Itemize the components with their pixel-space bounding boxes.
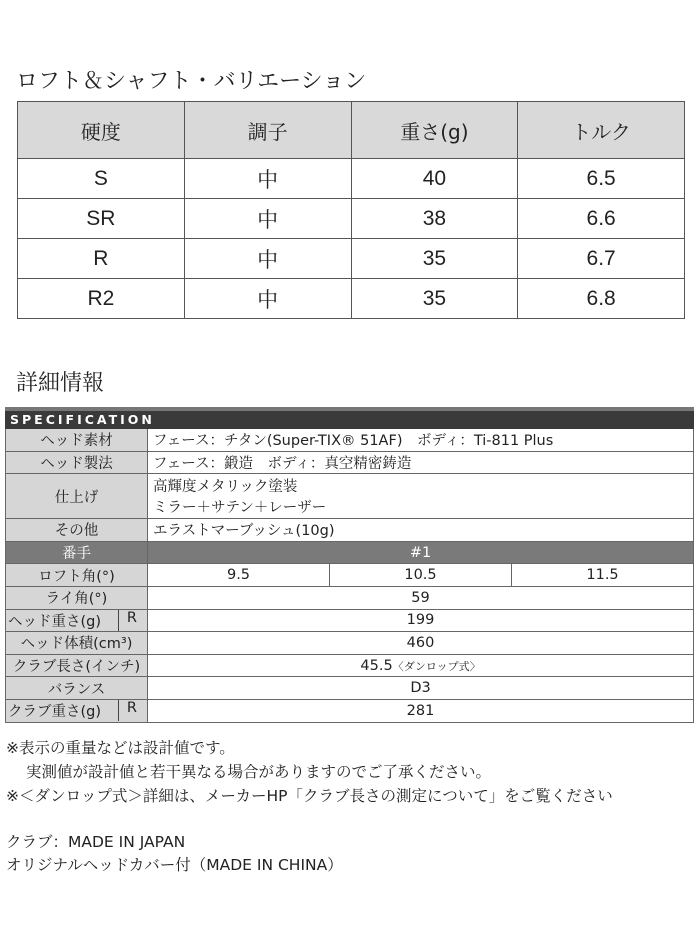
- table-row: [6, 429, 694, 452]
- head-weight-label: ヘッド重さ(g): [8, 613, 102, 630]
- flex-cell: R: [18, 239, 185, 279]
- head-material-label: ヘッド素材: [6, 429, 148, 452]
- finish-label: 仕上げ: [6, 474, 148, 519]
- weight-cell: 40: [351, 159, 518, 199]
- made-cover: オリジナルヘッドカバー付（MADE IN CHINA）: [6, 856, 343, 874]
- header-flex: 硬度: [18, 102, 185, 159]
- club-weight-label: クラブ重さ(g): [8, 704, 102, 721]
- club-length-note: 〈ダンロップ式〉: [392, 659, 481, 673]
- torque-cell: 6.5: [518, 159, 685, 199]
- shaft-variation-table: [17, 101, 685, 319]
- table-row: [6, 564, 694, 587]
- balance-label: バランス: [6, 677, 148, 700]
- origin-info: [6, 831, 343, 877]
- table-row: [18, 239, 685, 279]
- club-length-value-cell: [148, 654, 694, 677]
- torque-cell: 6.8: [518, 279, 685, 319]
- head-process-label: ヘッド製法: [6, 451, 148, 474]
- head-material-value: フェース：チタン(Super-TIX® 51AF) ボディ：Ti-811 Plus: [148, 429, 694, 452]
- loft-value-3: 11.5: [512, 564, 694, 587]
- shaft-section-title: ロフト＆シャフト・バリエーション: [16, 69, 367, 94]
- table-row: [6, 677, 694, 700]
- head-weight-value: 199: [148, 609, 694, 632]
- balance-value: D3: [148, 677, 694, 700]
- note-line-1: ※表示の重量などは設計値です。: [6, 739, 235, 757]
- table-row: [6, 654, 694, 677]
- table-row: [6, 699, 694, 722]
- made-club: クラブ：MADE IN JAPAN: [6, 833, 186, 851]
- club-length-value: 45.5: [360, 657, 393, 674]
- notes: [6, 736, 613, 808]
- other-label: その他: [6, 519, 148, 542]
- other-value: エラストマーブッシュ(10g): [148, 519, 694, 542]
- note-line-3: ※＜ダンロップ式＞詳細は、メーカーHP「クラブ長さの測定について」をご覧ください: [6, 787, 613, 805]
- torque-cell: 6.6: [518, 199, 685, 239]
- table-row: [18, 279, 685, 319]
- table-row: [6, 586, 694, 609]
- finish-line-1: 高輝度メタリック塗装: [153, 479, 298, 496]
- head-weight-label-cell: [6, 609, 148, 632]
- loft-value-1: 9.5: [148, 564, 330, 587]
- torque-cell: 6.7: [518, 239, 685, 279]
- kickpoint-cell: 中: [184, 199, 351, 239]
- loft-label: ロフト角(°): [6, 564, 148, 587]
- weight-cell: 38: [351, 199, 518, 239]
- head-volume-label: ヘッド体積(cm³): [6, 632, 148, 655]
- header-torque: トルク: [518, 102, 685, 159]
- table-row: [18, 199, 685, 239]
- table-row: [6, 632, 694, 655]
- weight-cell: 35: [351, 239, 518, 279]
- detail-section-title: 詳細情報: [16, 371, 105, 396]
- head-volume-value: 460: [148, 632, 694, 655]
- head-process-value: フェース：鍛造 ボディ：真空精密鋳造: [148, 451, 694, 474]
- table-row: [6, 519, 694, 542]
- head-weight-flex: R: [118, 610, 137, 631]
- flex-cell: R2: [18, 279, 185, 319]
- club-weight-value: 281: [148, 699, 694, 722]
- club-weight-flex: R: [118, 700, 137, 721]
- note-line-2: 実測値が設計値と若干異なる場合がありますのでご了承ください。: [26, 763, 492, 781]
- spec-header: SPECIFICATION: [6, 409, 694, 429]
- club-weight-label-cell: [6, 699, 148, 722]
- number-value: #1: [148, 541, 694, 564]
- loft-value-2: 10.5: [330, 564, 512, 587]
- weight-cell: 35: [351, 279, 518, 319]
- number-row: [6, 541, 694, 564]
- lie-value: 59: [148, 586, 694, 609]
- table-row: [6, 609, 694, 632]
- kickpoint-cell: 中: [184, 279, 351, 319]
- spec-header-row: [6, 409, 694, 429]
- header-kickpoint: 調子: [184, 102, 351, 159]
- spec-table: [5, 407, 694, 723]
- kickpoint-cell: 中: [184, 159, 351, 199]
- table-row: [6, 474, 694, 519]
- table-row: [18, 159, 685, 199]
- table-row: [6, 451, 694, 474]
- header-weight: 重さ(g): [351, 102, 518, 159]
- finish-line-2: ミラー＋サテン＋レーザー: [153, 500, 327, 517]
- number-label: 番手: [6, 541, 148, 564]
- shaft-table-header: [18, 102, 685, 159]
- finish-value: [148, 474, 694, 519]
- kickpoint-cell: 中: [184, 239, 351, 279]
- lie-label: ライ角(°): [6, 586, 148, 609]
- flex-cell: SR: [18, 199, 185, 239]
- club-length-label: クラブ長さ(インチ): [6, 654, 148, 677]
- flex-cell: S: [18, 159, 185, 199]
